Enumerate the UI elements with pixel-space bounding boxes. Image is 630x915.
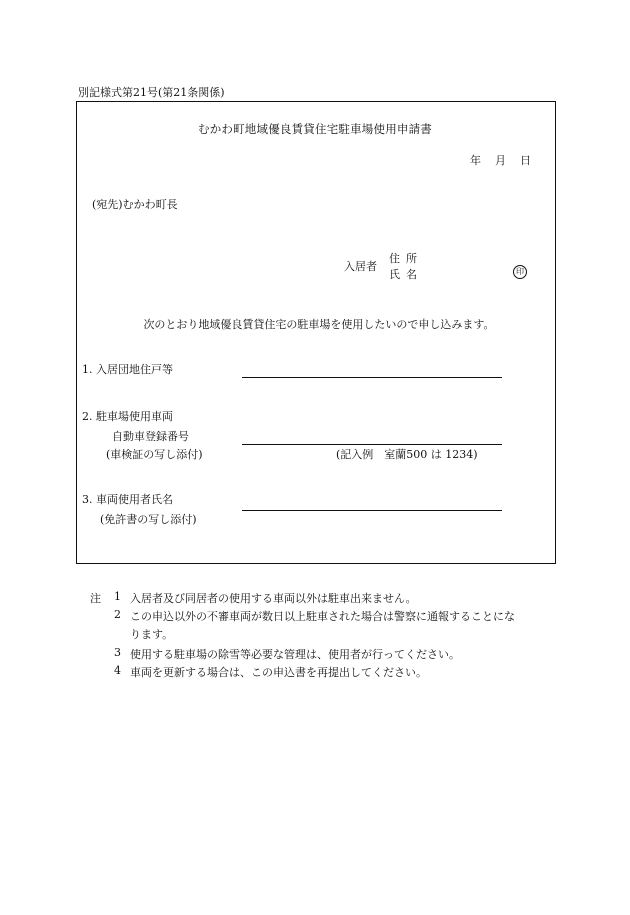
date-row bbox=[470, 152, 531, 168]
note-3-number: 3 bbox=[114, 646, 121, 659]
item-3-input-line[interactable] bbox=[242, 510, 502, 511]
note-2-number: 2 bbox=[114, 608, 121, 621]
addressee: (宛先)むかわ町長 bbox=[92, 198, 178, 211]
item-2-label: 2. 駐車場使用車両 bbox=[82, 410, 173, 423]
year-label: 年 bbox=[470, 154, 481, 167]
item-2-input-line[interactable] bbox=[242, 444, 502, 445]
note-4-text: 車両を更新する場合は、この申込書を再提出してください。 bbox=[130, 666, 427, 679]
name-label: 氏名 bbox=[389, 268, 423, 281]
item-2-example: (記入例 室蘭500 は 1234) bbox=[336, 448, 478, 461]
item-1-input-line[interactable] bbox=[242, 377, 502, 378]
item-2-sub-label: 自動車登録番号 bbox=[112, 430, 189, 443]
notes-heading: 注 bbox=[90, 592, 101, 605]
item-1-label: 1. 入居団地住戸等 bbox=[82, 363, 173, 376]
item-3-label: 3. 車両使用者氏名 bbox=[82, 493, 173, 506]
note-1-number: 1 bbox=[114, 590, 121, 603]
note-3-text: 使用する駐車場の除雪等必要な管理は、使用者が行ってください。 bbox=[130, 648, 460, 661]
note-2-text-continued: ります。 bbox=[130, 628, 174, 641]
note-1-text: 入居者及び同居者の使用する車両以外は駐車出来ません。 bbox=[130, 592, 417, 605]
seal-mark: 印 bbox=[513, 265, 527, 279]
form-title: むかわ町地域優良賃貸住宅駐車場使用申請書 bbox=[198, 122, 432, 136]
month-label: 月 bbox=[495, 154, 506, 167]
note-2-text: この申込以外の不審車両が数日以上駐車された場合は警察に通報することにな bbox=[130, 610, 515, 623]
intro-statement: 次のとおり地域優良賃貸住宅の駐車場を使用したいので申し込みます。 bbox=[143, 318, 495, 331]
item-2-note: (車検証の写し添付) bbox=[106, 448, 203, 461]
note-4-number: 4 bbox=[114, 664, 121, 677]
address-label: 住所 bbox=[389, 252, 423, 265]
day-label: 日 bbox=[520, 154, 531, 167]
item-3-note: (免許書の写し添付) bbox=[100, 513, 197, 526]
form-reference: 別記様式第21号(第21条関係) bbox=[78, 86, 225, 99]
resident-label: 入居者 bbox=[344, 260, 377, 273]
